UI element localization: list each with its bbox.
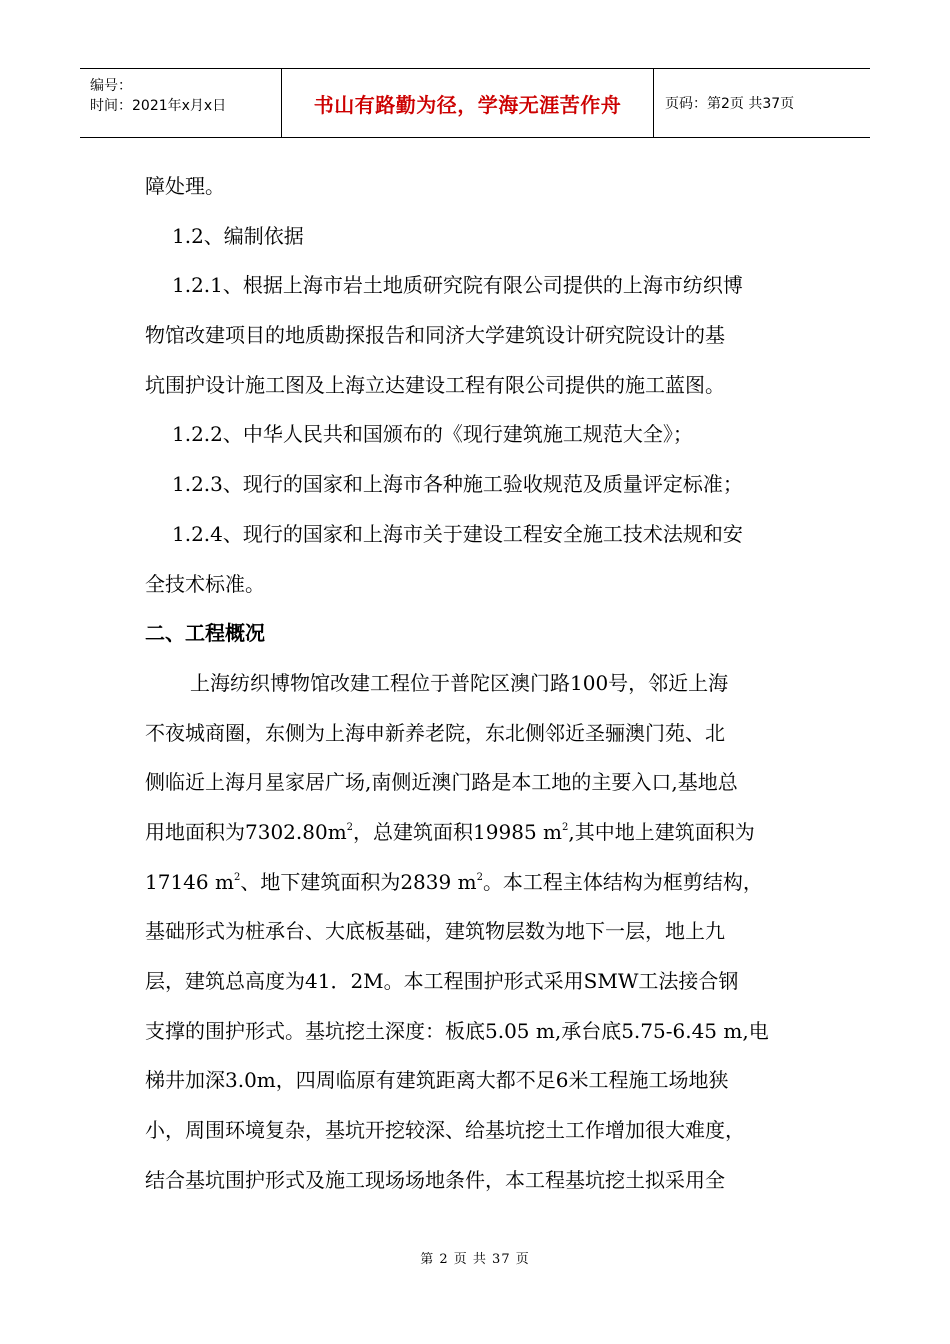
header-slogan: 书山有路勤为径，学海无涯苦作舟	[313, 92, 622, 117]
superscript: 2	[233, 871, 241, 883]
text-run: 17146 m	[145, 869, 234, 894]
header-divider	[653, 69, 654, 137]
body-line: 层，建筑总高度为41．2M。本工程围护形式采用SMW工法接合钢	[145, 969, 739, 993]
body-line	[145, 858, 810, 908]
body-line: 1.2.4、现行的国家和上海市关于建设工程安全施工技术法规和安	[172, 521, 743, 546]
section-heading-2: 二、工程概况	[145, 621, 265, 646]
body-line: 1.2.1、根据上海市岩土地质研究院有限公司提供的上海市纺织博	[172, 273, 743, 298]
text-run: 、地下建筑面积为2839 m	[240, 869, 477, 894]
page-footer: 第 2 页 共 37 页	[420, 1252, 530, 1267]
document-time-label: 时间：2021年x月x日	[90, 98, 227, 114]
header-page-info: 页码：第2页 共37页	[665, 96, 795, 112]
body-line: 1.2.3、现行的国家和上海市各种施工验收规范及质量评定标准；	[172, 472, 743, 497]
header-meta	[80, 69, 281, 137]
body-line	[145, 808, 810, 858]
superscript: 2	[562, 821, 569, 833]
body-line: 基础形式为桩承台、大底板基础，建筑物层数为地下一层，地上九	[145, 919, 725, 944]
text-run: ,其中地上建筑面积为	[568, 819, 755, 844]
body-line: 上海纺织博物馆改建工程位于普陀区澳门路100号，邻近上海	[190, 670, 729, 695]
body-line: 梯井加深3.0m，四周临原有建筑距离大都不足6米工程施工场地狭	[145, 1068, 729, 1093]
text-run: 。本工程主体结构为框剪结构，	[482, 869, 763, 894]
body-line: 支撑的围护形式。基坑挖土深度：板底5.05 m,承台底5.75-6.45 m,电	[145, 1018, 769, 1043]
body-line: 小，周围环境复杂，基坑开挖较深、给基坑挖土工作增加很大难度，	[145, 1118, 745, 1143]
body-line: 不夜城商圈，东侧为上海申新养老院，东北侧邻近圣骊澳门苑、北	[145, 720, 725, 745]
document-number-label: 编号：	[90, 78, 132, 94]
superscript: 2	[346, 821, 354, 833]
superscript: 2	[476, 871, 483, 883]
document-body	[145, 162, 810, 1205]
body-line: 物馆改建项目的地质勘探报告和同济大学建筑设计研究院设计的基	[145, 323, 725, 348]
body-line: 全技术标准。	[145, 571, 265, 596]
text-run: 用地面积为7302.80m	[145, 819, 347, 844]
body-line: 结合基坑围护形式及施工现场场地条件，本工程基坑挖土拟采用全	[145, 1167, 725, 1192]
body-line: 障处理。	[145, 174, 225, 198]
document-header	[80, 68, 870, 138]
body-line: 1.2.2、中华人民共和国颁布的《现行建筑施工规范大全》；	[172, 422, 693, 447]
body-line: 侧临近上海月星家居广场,南侧近澳门路是本工地的主要入口,基地总	[145, 770, 738, 795]
section-heading-1-2: 1.2、编制依据	[172, 223, 304, 248]
text-run: ，总建筑面积19985 m	[353, 819, 562, 844]
body-line: 坑围护设计施工图及上海立达建设工程有限公司提供的施工蓝图。	[145, 372, 725, 397]
